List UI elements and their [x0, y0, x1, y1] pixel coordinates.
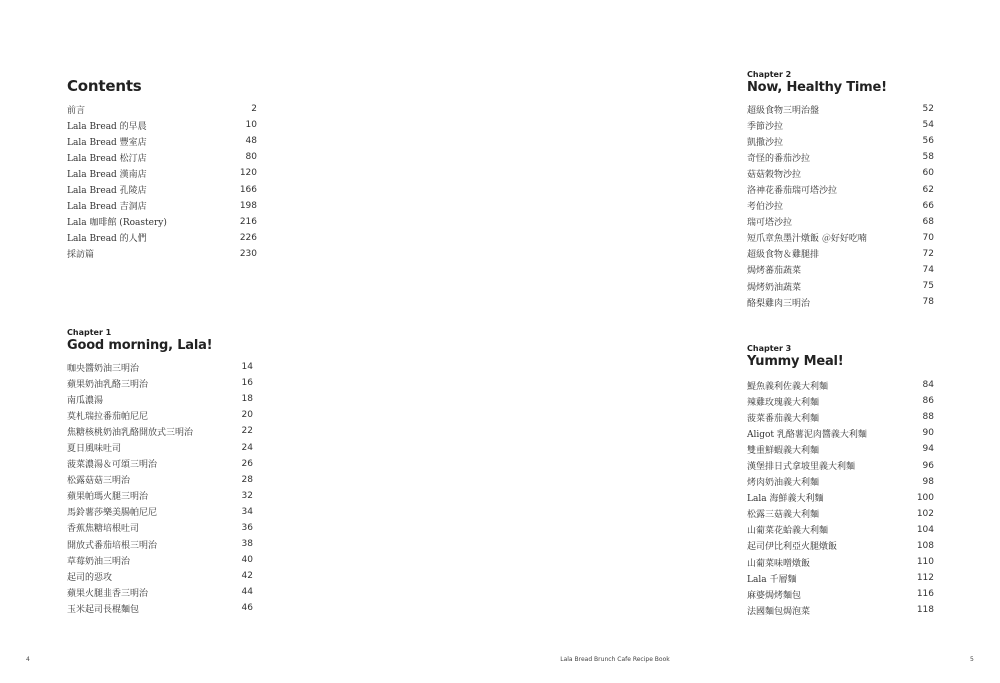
toc-entry-page: 52: [922, 104, 934, 115]
toc-entry-title: Lala Bread 松汀店: [67, 153, 147, 164]
toc-entry-page: 36: [241, 522, 253, 533]
toc-entry-title: 焗烤奶油蔬菜: [747, 282, 802, 293]
toc-entry: [747, 214, 934, 230]
toc-entry-page: 96: [922, 460, 934, 471]
toc-entry-page: 120: [239, 168, 257, 179]
toc-entry-title: Lala Bread 的人們: [67, 234, 147, 245]
contents-title: Contents: [67, 77, 142, 95]
toc-entry: [67, 117, 257, 133]
toc-entry-page: 54: [922, 120, 934, 131]
toc-entry: [67, 568, 253, 584]
toc-entry: [747, 474, 934, 490]
toc-entry: [67, 407, 253, 423]
chapter-1-title: Good morning, Lala!: [67, 338, 213, 353]
toc-entry: [67, 584, 253, 600]
toc-entry: [747, 165, 934, 181]
toc-entry-title: 超級食物三明治盤: [747, 105, 820, 116]
toc-entry: [747, 181, 934, 197]
toc-entry: [747, 246, 934, 262]
toc-entry-page: 118: [916, 605, 934, 616]
toc-entry-page: 18: [241, 394, 253, 405]
toc-entry-title: 松露三菇義大利麵: [747, 510, 820, 521]
toc-entry-title: 玉米起司長棍麵包: [67, 604, 140, 615]
toc-entry-title: 酪梨雞肉三明治: [747, 298, 811, 309]
toc-entry-title: 季節沙拉: [747, 121, 784, 132]
toc-entry-page: 38: [241, 539, 253, 550]
toc-entry-page: 198: [239, 200, 257, 211]
toc-entry: [67, 181, 257, 197]
toc-entry-page: 104: [916, 524, 934, 535]
toc-entry: [67, 149, 257, 165]
toc-entry-title: 採訪篇: [67, 250, 95, 261]
toc-entry: [747, 262, 934, 278]
toc-entry: [747, 377, 934, 393]
toc-entry-page: 62: [922, 184, 934, 195]
toc-entry: [67, 359, 253, 375]
toc-entry-page: 60: [922, 168, 934, 179]
toc-entry-title: 法國麵包焗泡菜: [747, 606, 811, 617]
toc-entry: [67, 246, 257, 262]
toc-entry-title: 瑞可塔沙拉: [747, 218, 793, 229]
toc-entry-title: Lala 咖啡館 (Roastery): [67, 218, 167, 229]
toc-entry-page: 86: [922, 396, 934, 407]
toc-entry-title: 雙重鮮蝦義大利麵: [747, 445, 820, 456]
toc-entry: [747, 117, 934, 133]
toc-entry: [747, 425, 934, 441]
toc-entry-page: 98: [922, 476, 934, 487]
toc-entry: [747, 198, 934, 214]
toc-entry-title: 馬鈴薯莎樂美腸帕尼尼: [67, 508, 158, 519]
toc-entry-page: 46: [241, 603, 253, 614]
chapter-3-list: [747, 377, 934, 618]
toc-entry: [67, 552, 253, 568]
toc-entry-title: 山葡菜花蛤義大利麵: [747, 526, 829, 537]
toc-entry-page: 80: [245, 152, 257, 163]
toc-entry: [67, 504, 253, 520]
toc-entry-title: 松露菇菇三明治: [67, 476, 131, 487]
toc-entry-page: 94: [922, 444, 934, 455]
toc-entry-page: 72: [922, 248, 934, 259]
toc-entry-page: 74: [922, 264, 934, 275]
toc-entry-page: 22: [241, 426, 253, 437]
toc-entry: [67, 472, 253, 488]
toc-entry-page: 112: [916, 573, 934, 584]
toc-entry-title: 蘋果火腿韭香三明治: [67, 588, 149, 599]
toc-entry: [747, 230, 934, 246]
toc-entry: [67, 488, 253, 504]
footer-right-page-number: 5: [970, 656, 974, 663]
toc-entry-page: 56: [922, 136, 934, 147]
toc-entry: [747, 522, 934, 538]
toc-entry-page: 40: [241, 555, 253, 566]
toc-entry-page: 48: [245, 136, 257, 147]
chapter-2-label: Chapter 2: [747, 70, 792, 79]
toc-entry-title: 焗烤蕃茄蔬菜: [747, 266, 802, 277]
toc-entry-title: 起司的惡攻: [67, 572, 113, 583]
toc-entry-page: 216: [239, 216, 257, 227]
toc-entry: [747, 490, 934, 506]
contents-list: [67, 101, 257, 262]
toc-entry-page: 230: [239, 248, 257, 259]
toc-entry-page: 84: [922, 380, 934, 391]
toc-entry-title: 起司伊比利亞火腿燉飯: [747, 542, 838, 553]
toc-entry: [747, 133, 934, 149]
footer-book-title: Lala Bread Brunch Cafe Recipe Book: [560, 656, 670, 663]
toc-entry-page: 226: [239, 232, 257, 243]
chapter-2-section: [747, 70, 934, 310]
toc-entry: [67, 101, 257, 117]
toc-entry-page: 34: [241, 506, 253, 517]
toc-entry-title: 麻婆焗烤麵包: [747, 590, 802, 601]
toc-entry: [747, 393, 934, 409]
chapter-2-title: Now, Healthy Time!: [747, 80, 887, 95]
toc-entry: [747, 538, 934, 554]
chapter-2-list: [747, 101, 934, 310]
toc-entry: [747, 506, 934, 522]
toc-entry-title: 菠菜濃湯＆可頌三明治: [67, 460, 158, 471]
toc-entry: [747, 602, 934, 618]
toc-entry-title: Lala Bread 漢南店: [67, 169, 147, 180]
toc-entry: [67, 536, 253, 552]
toc-entry: [67, 391, 253, 407]
toc-entry: [747, 278, 934, 294]
toc-entry: [67, 198, 257, 214]
chapter-3-label: Chapter 3: [747, 344, 792, 353]
toc-entry-page: 88: [922, 412, 934, 423]
toc-entry-page: 14: [241, 362, 253, 373]
toc-entry: [747, 554, 934, 570]
toc-entry-page: 16: [241, 378, 253, 389]
toc-entry-title: 咖央醬奶油三明治: [67, 363, 140, 374]
toc-entry-title: Lala Bread 孔陵店: [67, 186, 147, 197]
toc-entry-title: 菇菇穀物沙拉: [747, 169, 802, 180]
toc-entry-title: 焦糖核桃奶油乳酪開放式三明治: [67, 427, 194, 438]
chapter-3-section: [747, 344, 934, 618]
toc-entry-title: 菠菜番茄義大利麵: [747, 413, 820, 424]
toc-entry-page: 100: [916, 492, 934, 503]
toc-entry-title: 草莓奶油三明治: [67, 556, 131, 567]
toc-entry-title: Lala Bread 豐室店: [67, 137, 147, 148]
toc-entry-page: 28: [241, 474, 253, 485]
toc-entry-title: 短爪章魚墨汁燉飯 ＠好好吃喃: [747, 234, 867, 245]
toc-entry-title: 莫札瑞拉番茄帕尼尼: [67, 411, 149, 422]
toc-entry-page: 75: [922, 281, 934, 292]
toc-entry: [747, 294, 934, 310]
toc-entry: [747, 457, 934, 473]
toc-entry-page: 44: [241, 587, 253, 598]
contents-section: [67, 76, 257, 262]
chapter-1-label: Chapter 1: [67, 328, 112, 337]
toc-entry-title: 鯷魚義利佐義大利麵: [747, 381, 829, 392]
toc-entry-title: 蘋果奶油乳酪三明治: [67, 379, 149, 390]
toc-entry-title: Lala Bread 吉洞店: [67, 202, 147, 213]
toc-entry-title: 洛神花番茄瑞可塔沙拉: [747, 186, 838, 197]
toc-entry-page: 58: [922, 152, 934, 163]
toc-entry: [747, 149, 934, 165]
toc-entry-title: Lala 千層麵: [747, 574, 797, 585]
chapter-3-title: Yummy Meal!: [747, 354, 844, 369]
toc-entry: [67, 456, 253, 472]
toc-entry-page: 66: [922, 200, 934, 211]
toc-entry-title: 香蕉焦糖培根吐司: [67, 524, 140, 535]
chapter-1-section: [67, 328, 253, 617]
toc-entry: [747, 101, 934, 117]
toc-entry: [747, 586, 934, 602]
toc-entry: [67, 165, 257, 181]
toc-entry-title: 山葡菜味噌燉飯: [747, 558, 811, 569]
toc-entry-page: 24: [241, 442, 253, 453]
toc-entry-page: 166: [239, 184, 257, 195]
toc-entry-page: 110: [916, 557, 934, 568]
toc-entry: [67, 520, 253, 536]
toc-entry-page: 116: [916, 589, 934, 600]
toc-entry: [67, 375, 253, 391]
toc-entry-title: 前言: [67, 105, 86, 116]
toc-entry-title: 烤肉奶油義大利麵: [747, 478, 820, 489]
toc-entry-page: 78: [922, 297, 934, 308]
toc-entry: [747, 409, 934, 425]
toc-entry-page: 70: [922, 232, 934, 243]
toc-entry-title: 辣雞玫瑰義大利麵: [747, 397, 820, 408]
toc-entry-page: 2: [251, 104, 257, 115]
toc-entry: [67, 133, 257, 149]
toc-entry-page: 68: [922, 216, 934, 227]
toc-entry: [67, 423, 253, 439]
toc-entry-title: Lala Bread 的早晨: [67, 121, 147, 132]
toc-entry-page: 32: [241, 490, 253, 501]
toc-entry-page: 102: [916, 508, 934, 519]
toc-entry: [747, 570, 934, 586]
toc-entry-title: 漢堡排日式拿坡里義大利麵: [747, 462, 856, 473]
toc-entry-title: 南瓜濃湯: [67, 395, 104, 406]
toc-entry: [67, 439, 253, 455]
toc-entry-title: 開放式番茄培根三明治: [67, 540, 158, 551]
toc-entry: [747, 441, 934, 457]
toc-entry-page: 90: [922, 428, 934, 439]
toc-entry-page: 20: [241, 410, 253, 421]
toc-entry: [67, 230, 257, 246]
toc-entry-title: 夏日風味吐司: [67, 444, 122, 455]
toc-entry-title: 超級食物＆雞腿排: [747, 250, 820, 261]
toc-entry-page: 108: [916, 540, 934, 551]
toc-entry-title: 凱撒沙拉: [747, 137, 784, 148]
footer-left-page-number: 4: [26, 656, 30, 663]
toc-entry-title: Aligot 乳酪薯泥肉醬義大利麵: [747, 429, 867, 440]
toc-entry-title: 考伯沙拉: [747, 202, 784, 213]
toc-entry-page: 10: [245, 120, 257, 131]
chapter-1-list: [67, 359, 253, 617]
toc-entry: [67, 600, 253, 616]
toc-entry-page: 42: [241, 571, 253, 582]
toc-entry-title: Lala 海鮮義大利麵: [747, 494, 824, 505]
toc-entry-title: 蘋果帕瑪火腿三明治: [67, 492, 149, 503]
toc-entry-title: 奇怪的番茄沙拉: [747, 153, 811, 164]
toc-entry-page: 26: [241, 458, 253, 469]
toc-entry: [67, 214, 257, 230]
